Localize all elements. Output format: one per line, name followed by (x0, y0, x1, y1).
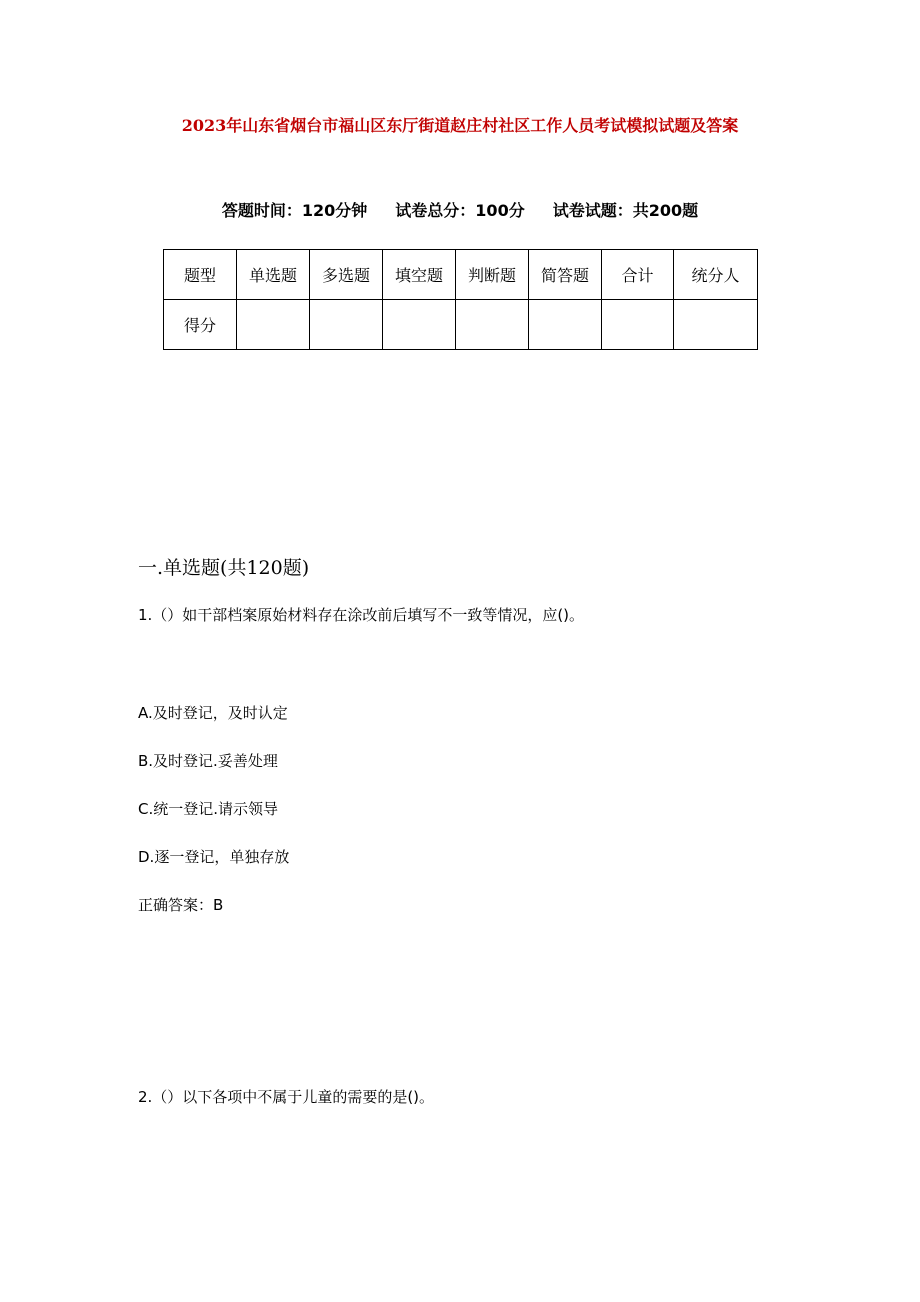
exam-question-count: 试卷试题：共200题 (552, 201, 699, 220)
question-1-text: 1.（）如干部档案原始材料存在涂改前后填写不一致等情况，应()。 (138, 606, 585, 624)
question-1-option-d: D.逐一登记，单独存放 (138, 848, 290, 866)
score-table-header-row (164, 250, 758, 300)
score-table-header: 判断题 (456, 250, 529, 300)
exam-total-score: 试卷总分：100分 (395, 201, 525, 220)
score-cell (310, 300, 383, 350)
score-table-header: 简答题 (529, 250, 602, 300)
score-table-score-row (164, 300, 758, 350)
score-table-header: 多选题 (310, 250, 383, 300)
score-cell (237, 300, 310, 350)
exam-time: 答题时间：120分钟 (221, 201, 368, 220)
score-table (163, 249, 758, 350)
question-1-answer: 正确答案：B (138, 896, 224, 914)
score-cell (674, 300, 758, 350)
score-table-header: 填空题 (383, 250, 456, 300)
score-cell (529, 300, 602, 350)
question-1-option-c: C.统一登记.请示领导 (138, 800, 279, 818)
score-cell (383, 300, 456, 350)
score-table-header: 合计 (602, 250, 674, 300)
question-1-option-b: B.及时登记.妥善处理 (138, 752, 278, 770)
section-heading: 一.单选题(共120题) (138, 557, 310, 579)
score-table-header: 题型 (164, 250, 237, 300)
score-table-header: 单选题 (237, 250, 310, 300)
score-cell (456, 300, 529, 350)
question-1-option-a: A.及时登记，及时认定 (138, 704, 288, 722)
score-row-label: 得分 (164, 300, 237, 350)
document-title: 2023年山东省烟台市福山区东厅街道赵庄村社区工作人员考试模拟试题及答案 (181, 116, 739, 135)
question-2-text: 2.（）以下各项中不属于儿童的需要的是()。 (138, 1088, 435, 1106)
exam-meta (0, 198, 920, 221)
score-cell (602, 300, 674, 350)
score-table-header: 统分人 (674, 250, 758, 300)
